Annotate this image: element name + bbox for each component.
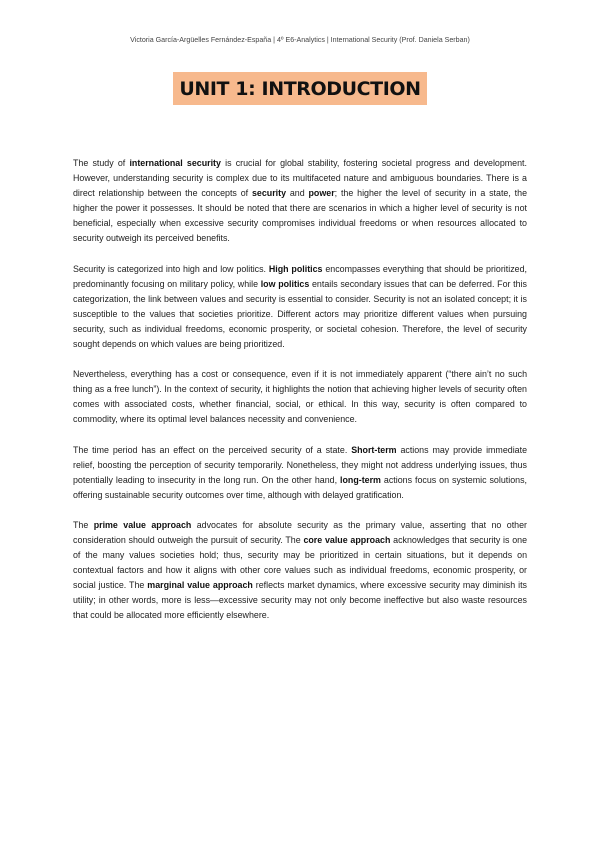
- bold-term-international-security: international security: [129, 158, 221, 168]
- text-run: actions focus on systemic solutions, offering sustainable security outcomes over time, although with delayed gratification.: [73, 474, 527, 500]
- text-run: Nevertheless, everything has a cost or consequence, even if it is not immediately apparent (“there ain’t no such thing as a free lunch”). In the context of security, it highlights the notion that achieving higher levels of security often comes with associated costs, whether financial, social, or ethical. In this way, security is often compared to commodity, where its optimal level balances necessity and convenience.: [73, 369, 527, 425]
- text-run: reflects market dynamics, where excessive security may diminish its utility; in other words, more is less—excessive security may not only become ineffective but also waste resources that could be allocated more efficiently elsewhere.: [73, 580, 527, 621]
- bold-term-short-term: Short-term: [351, 444, 397, 455]
- text-run: acknowledges that security is one of the many values societies hold; thus, security may be prioritized in certain situations, but it depends on contextual factors and how it aligns with other core values such as individual freedoms, economic prosperity, or social justice. The: [73, 534, 528, 591]
- text-run: The: [73, 519, 94, 530]
- bold-term-core-value-approach: core value approach: [303, 534, 391, 545]
- text-run: The study of: [73, 158, 130, 168]
- text-run: Security is categorized into high and low politics.: [73, 263, 269, 274]
- document-body: [73, 156, 527, 639]
- bold-term-marginal-value-approach: marginal value approach: [147, 580, 253, 591]
- bold-term-low-politics: low politics: [260, 278, 310, 289]
- text-run: The time period has an effect on the perceived security of a state.: [73, 444, 352, 455]
- bold-term-prime-value-approach: prime value approach: [93, 519, 192, 530]
- page-title: UNIT 1: INTRODUCTION: [173, 72, 426, 105]
- text-run: and: [286, 188, 309, 199]
- bold-term-security: security: [251, 188, 287, 199]
- text-run: advocates for absolute security as the primary value, asserting that no other consideration should outweigh the pursuit of security. The: [73, 519, 527, 545]
- text-run: actions may provide immediate relief, boosting tbe perception of security temporarily. Nonetheless, they might not address underlying issues, thus potentially leading to insecurity in the long run. On the other hand,: [73, 444, 528, 485]
- text-run: encompasses everything that should be prioritized, predominantly focusing on military policy, while: [73, 263, 527, 289]
- bold-term-high-politics: High politics: [268, 263, 323, 274]
- paragraph-3: [73, 367, 527, 427]
- text-run: is crucial for global stability, fostering societal progress and development. However, understanding security is complex due to its multifaceted nature and ambiguous boundaries. There is a direct relationship between the concepts of: [73, 158, 527, 199]
- text-run: entails secondary issues that can be deferred. For this categorization, the link between values and security is essential to consider. Security is not an isolated concept; it is susceptible to the values that societies prioritize. Different actors may prioritize different values when pursuing security, such as individual freedoms, economic prosperity, or societal cohesion. Therefore, the level of security sought depends on which values are being prioritized.: [73, 278, 527, 350]
- paragraph-1: [73, 156, 527, 247]
- title-container: [0, 72, 600, 105]
- bold-term-long-term: long-term: [340, 474, 381, 485]
- paragraph-5: [73, 518, 527, 624]
- paragraph-2: [73, 262, 527, 353]
- paragraph-4: [73, 443, 527, 503]
- text-run: ; the higher the level of security in a state, the higher the power it possesses. It should be noted that there are scenarios in which a higher level of security is not beneficial, especially when excessive security compromises individual freedoms or when resources allocated to security outweigh its perceived benefits.: [73, 188, 528, 244]
- page-header: Victoria García-Argüelles Fernández-España | 4º E6-Analytics | International Security (Prof. Daniela Serban): [130, 36, 470, 44]
- bold-term-power: power: [308, 188, 335, 199]
